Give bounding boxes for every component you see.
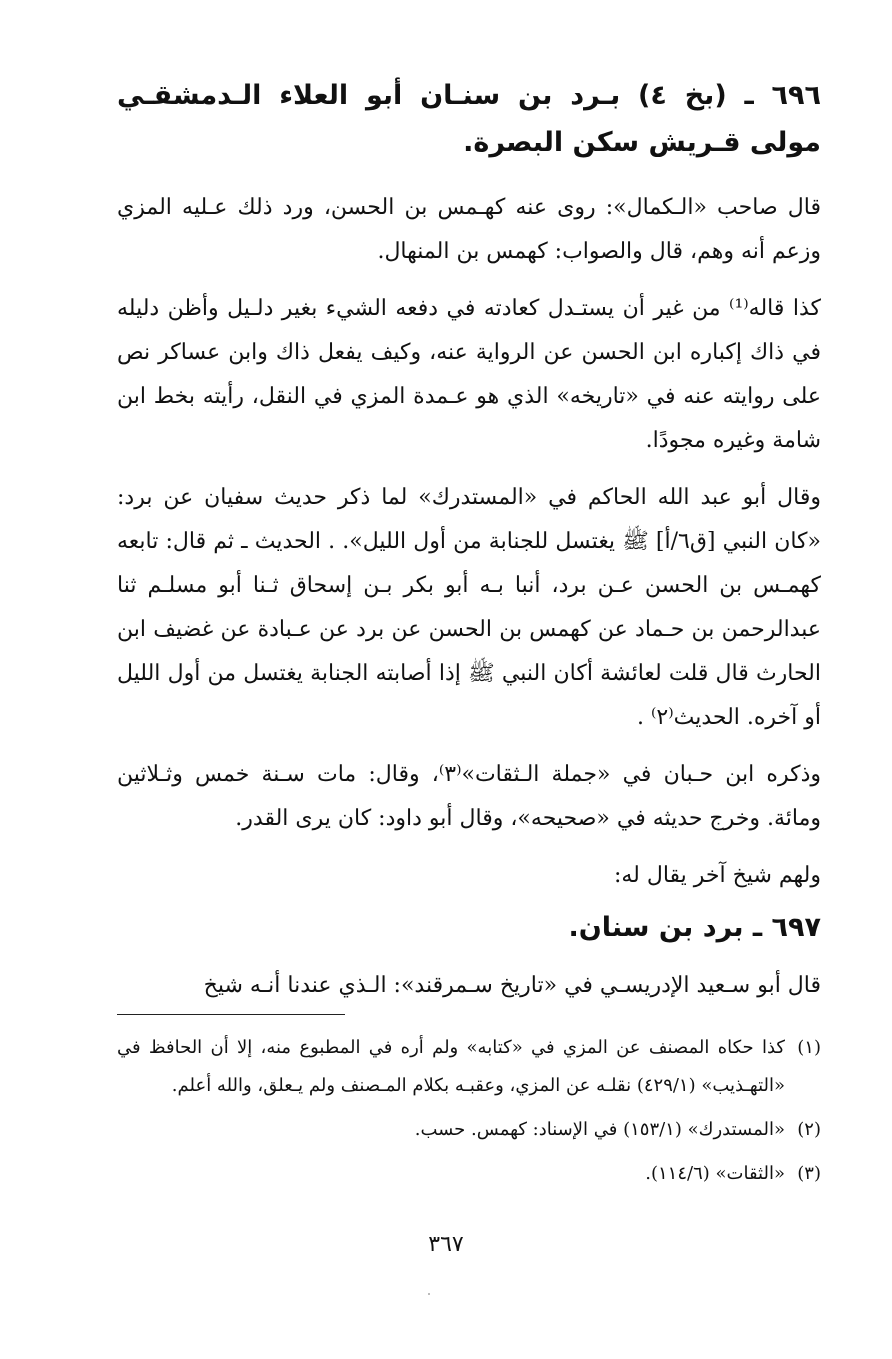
paragraph-ibn-hibban: وذكره ابن حـبان في «جملة الـثقات»⁽٣⁾، وقال: مات سـنة خمس وثـلاثين ومائة. وخرج حديثه في «صحيحه»، وقال أبو داود: كان يرى القدر. bbox=[117, 762, 821, 831]
entry-697-heading: ٦٩٧ ـ برد بن سنان. bbox=[568, 912, 821, 943]
page-body bbox=[117, 72, 821, 1199]
footnote-3 bbox=[117, 1155, 821, 1193]
footnote-text: كذا حكاه المصنف عن المزي في «كتابه» ولم أره في المطبوع منه، إلا أن الحافظ في «التهـذيب» (٤٢٩/١) نقلـه عن المزي، وعقبـه بكلام المـصنف ولم يـعلق، والله أعلم. bbox=[117, 1037, 785, 1096]
footnote-number: (٣) bbox=[797, 1163, 821, 1184]
entry-696-heading: ٦٩٦ ـ (بخ ٤) بـرد بن سنـان أبو العلاء الـدمشقـي مولى قـريش سكن البصرة. bbox=[117, 80, 821, 158]
footnote-text: «الثقات» (١١٤/٦). bbox=[645, 1163, 785, 1184]
paragraph-ibn-asakir: كذا قاله⁽¹⁾ من غير أن يستـدل كعادته في دفعه الشيء بغير دلـيل وأظن دليله في ذاك إكباره ابن الحسن عن الرواية عنه، وكيف يفعل ذاك وابن عساكر نص على روايته عنه في «تاريخه» الذي هو عـمدة المزي في النقل، رأيته بخط ابن شامة وغيره مجودًا. bbox=[117, 296, 821, 453]
paragraph-hakim: وقال أبو عبد الله الحاكم في «المستدرك» لما ذكر حديث سفيان عن برد: «كان النبي [ق٦/أ] ﷺ يغتسل للجنابة من أول الليل». . الحديث ـ ثم قال: تابعه كهمـس بن الحسن عـن برد، أنبا بـه أبو بكر بـن إسحاق ثـنا أبو مسلـم ثنا عبدالرحمن بن حـماد عن كهمس بن الحسن عن برد عن عـبادة عن غضيف ابن الحارث قال قلت لعائشة أكان النبي ﷺ إذا أصابته الجنابة يغتسل من أول الليل أو آخره. الحديث⁽٢⁾ . bbox=[117, 485, 822, 730]
entry-697-first-line: قال أبو سـعيد الإدريسـي في «تاريخ سـمرقند»: الـذي عندنا أنـه شيخ bbox=[203, 973, 821, 998]
footnote-1 bbox=[117, 1029, 821, 1105]
footnote-text: «المستدرك» (١٥٣/١) في الإسناد: كهمس. حسب. bbox=[414, 1119, 785, 1140]
footnote-number: (٢) bbox=[797, 1119, 821, 1140]
paragraph-another-shaykh: ولهم شيخ آخر يقال له: bbox=[613, 863, 821, 888]
footnote-2 bbox=[117, 1111, 821, 1149]
paragraph-kamal: قال صاحب «الـكمال»: روى عنه كهـمس بن الحسن، ورد ذلك عـليه المزي وزعم أنه وهم، قال والصواب: كهمس بن المنهال. bbox=[117, 195, 821, 264]
footnote-separator bbox=[117, 1014, 345, 1015]
page-number: ٣٦٧ bbox=[428, 1232, 464, 1257]
scan-speck bbox=[428, 1293, 430, 1295]
footnote-number: (١) bbox=[797, 1037, 821, 1058]
